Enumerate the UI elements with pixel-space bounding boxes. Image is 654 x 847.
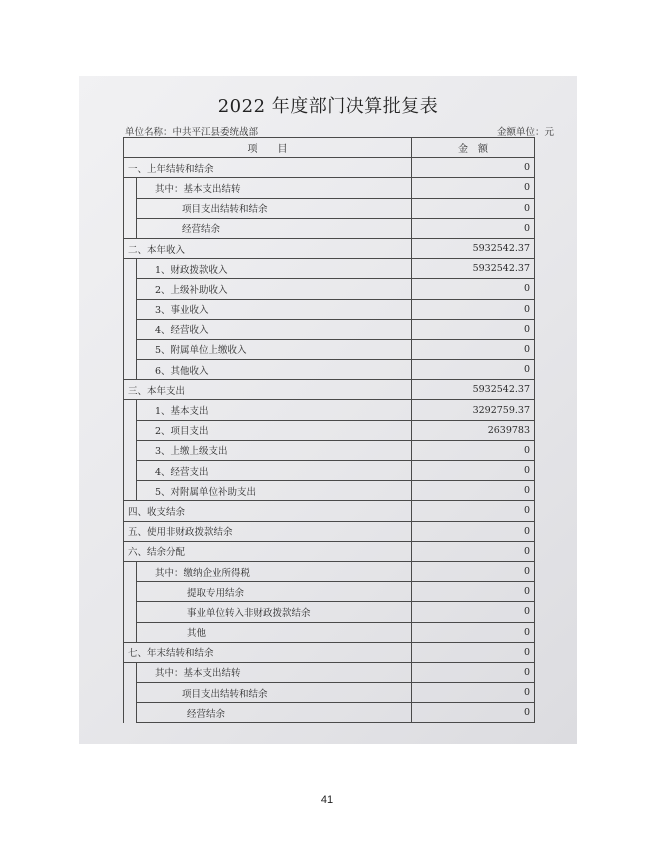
row-amount: 0	[412, 339, 535, 359]
table-row	[124, 501, 535, 521]
row-amount: 0	[412, 662, 535, 682]
indent-cell	[124, 662, 137, 682]
table-row	[124, 622, 535, 642]
table-row	[124, 703, 535, 723]
indent-cell	[124, 582, 137, 602]
row-label: 四、收支结余	[124, 501, 412, 521]
table-row	[124, 259, 535, 279]
table-row	[124, 683, 535, 703]
indent-cell	[124, 319, 137, 339]
indent-cell	[124, 339, 137, 359]
row-label: 1、基本支出	[137, 400, 412, 420]
row-label: 经营结余	[137, 703, 412, 723]
row-label: 5、附属单位上缴收入	[137, 339, 412, 359]
table-row	[124, 602, 535, 622]
table-row	[124, 662, 535, 682]
row-amount: 0	[412, 319, 535, 339]
indent-cell	[124, 178, 137, 198]
row-amount: 0	[412, 461, 535, 481]
indent-cell	[124, 703, 137, 723]
indent-cell	[124, 299, 137, 319]
table-row	[124, 521, 535, 541]
indent-cell	[124, 461, 137, 481]
row-label: 6、其他收入	[137, 360, 412, 380]
row-label: 其中：缴纳企业所得税	[137, 561, 412, 581]
table-row	[124, 561, 535, 581]
table-row	[124, 360, 535, 380]
row-label: 4、经营收入	[137, 319, 412, 339]
unit-name-label: 单位名称：中共平江县委统战部	[125, 127, 259, 138]
table-row	[124, 319, 535, 339]
row-amount: 5932542.37	[412, 259, 535, 279]
row-label: 4、经营支出	[137, 461, 412, 481]
indent-cell	[124, 279, 137, 299]
indent-cell	[124, 440, 137, 460]
row-amount: 0	[412, 218, 535, 238]
row-amount: 0	[412, 440, 535, 460]
approval-table	[123, 137, 535, 723]
amount-column-header: 金 额	[412, 138, 535, 158]
row-label: 其中：基本支出结转	[137, 178, 412, 198]
row-label: 经营结余	[137, 218, 412, 238]
row-label: 项目支出结转和结余	[137, 683, 412, 703]
row-amount: 0	[412, 541, 535, 561]
row-label: 2、项目支出	[137, 420, 412, 440]
indent-cell	[124, 561, 137, 581]
row-label: 提取专用结余	[137, 582, 412, 602]
row-label: 事业单位转入非财政拨款结余	[137, 602, 412, 622]
row-label: 五、使用非财政拨款结余	[124, 521, 412, 541]
table-header-row	[124, 138, 535, 158]
table-row	[124, 299, 535, 319]
row-amount: 0	[412, 178, 535, 198]
document-title: 2022 年度部门决算批复表	[217, 96, 439, 117]
row-label: 其中：基本支出结转	[137, 662, 412, 682]
indent-cell	[124, 259, 137, 279]
row-amount: 0	[412, 198, 535, 218]
table-row	[124, 582, 535, 602]
row-amount: 3292759.37	[412, 400, 535, 420]
row-label: 二、本年收入	[124, 238, 412, 258]
row-amount: 0	[412, 602, 535, 622]
table-row	[124, 541, 535, 561]
indent-cell	[124, 683, 137, 703]
row-amount: 5932542.37	[412, 238, 535, 258]
row-amount: 0	[412, 299, 535, 319]
table-row	[124, 481, 535, 501]
table-row	[124, 178, 535, 198]
row-label: 3、上缴上级支出	[137, 440, 412, 460]
table-row	[124, 642, 535, 662]
table-row	[124, 218, 535, 238]
table-row	[124, 198, 535, 218]
table-row	[124, 400, 535, 420]
row-amount: 0	[412, 622, 535, 642]
table-row	[124, 238, 535, 258]
table-body	[124, 158, 535, 723]
row-label: 项目支出结转和结余	[137, 198, 412, 218]
page-number: 41	[320, 794, 334, 806]
indent-cell	[124, 602, 137, 622]
row-amount: 0	[412, 158, 535, 178]
row-amount: 0	[412, 703, 535, 723]
table-row	[124, 339, 535, 359]
table-row	[124, 158, 535, 178]
row-label: 其他	[137, 622, 412, 642]
row-label: 3、事业收入	[137, 299, 412, 319]
row-amount: 0	[412, 582, 535, 602]
row-label: 5、对附属单位补助支出	[137, 481, 412, 501]
row-amount: 0	[412, 279, 535, 299]
row-amount: 2639783	[412, 420, 535, 440]
indent-cell	[124, 481, 137, 501]
indent-cell	[124, 420, 137, 440]
indent-cell	[124, 360, 137, 380]
row-amount: 0	[412, 360, 535, 380]
row-amount: 0	[412, 501, 535, 521]
indent-cell	[124, 622, 137, 642]
row-label: 1、财政拨款收入	[137, 259, 412, 279]
indent-cell	[124, 198, 137, 218]
row-amount: 0	[412, 683, 535, 703]
row-amount: 0	[412, 481, 535, 501]
table-row	[124, 279, 535, 299]
indent-cell	[124, 400, 137, 420]
table-row	[124, 440, 535, 460]
row-label: 三、本年支出	[124, 380, 412, 400]
indent-cell	[124, 218, 137, 238]
table-row	[124, 420, 535, 440]
row-amount: 0	[412, 561, 535, 581]
row-amount: 0	[412, 521, 535, 541]
table-row	[124, 380, 535, 400]
row-amount: 0	[412, 642, 535, 662]
row-label: 七、年末结转和结余	[124, 642, 412, 662]
item-column-header: 项 目	[124, 138, 412, 158]
row-label: 一、上年结转和结余	[124, 158, 412, 178]
row-label: 六、结余分配	[124, 541, 412, 561]
row-amount: 5932542.37	[412, 380, 535, 400]
document-photo	[79, 76, 577, 744]
row-label: 2、上级补助收入	[137, 279, 412, 299]
table-row	[124, 461, 535, 481]
currency-unit-label: 金额单位：元	[496, 127, 554, 138]
